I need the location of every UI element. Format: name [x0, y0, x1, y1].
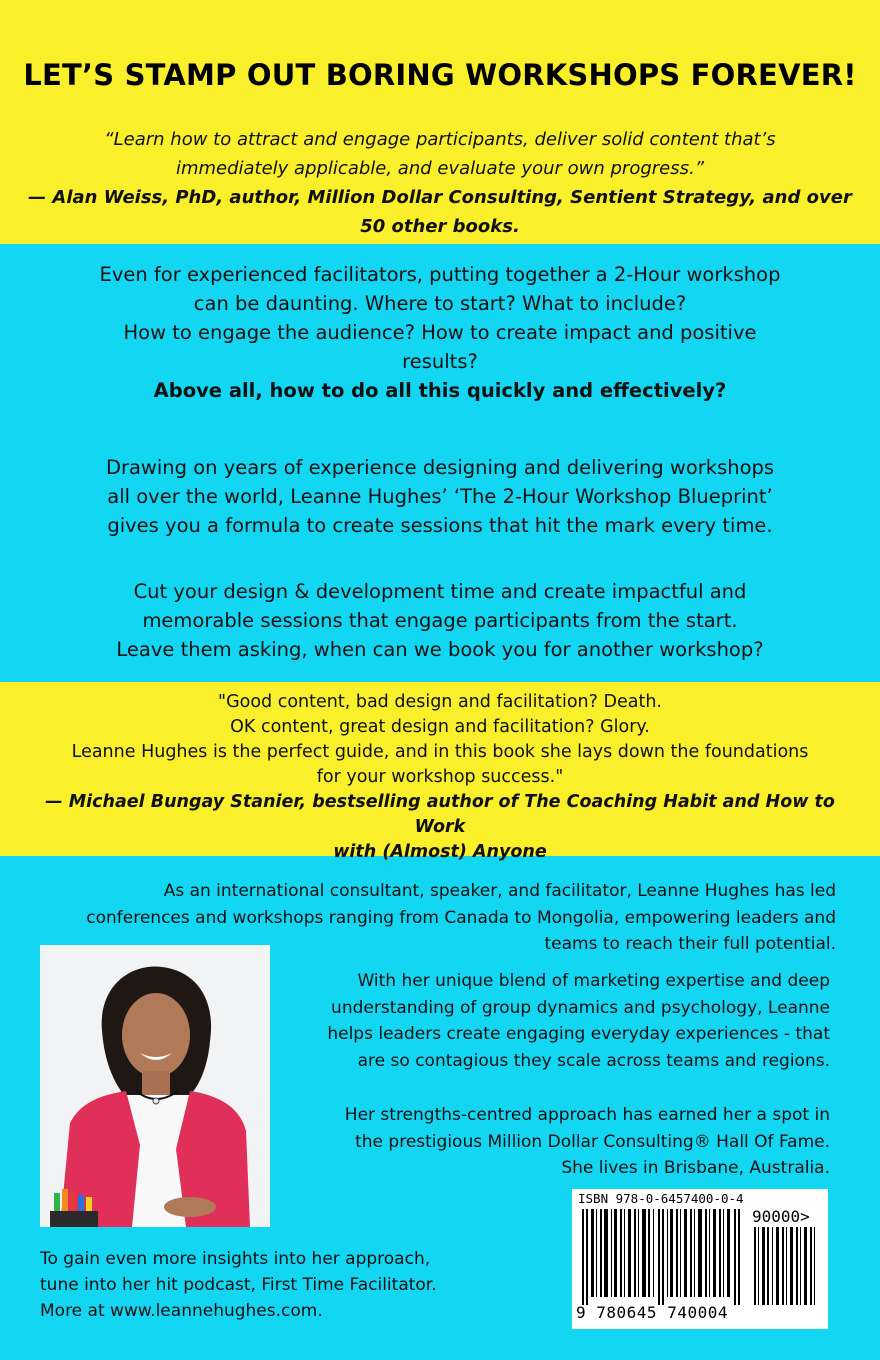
headline: LET’S STAMP OUT BORING WORKSHOPS FOREVER! [23, 58, 857, 92]
bio-line: As an international consultant, speaker, and facilitator, Leanne Hughes has led [163, 881, 836, 901]
bio-line: With her unique blend of marketing expertise and deep [357, 971, 830, 991]
blurb-line: Leave them asking, when can we book you for another workshop? [116, 638, 764, 661]
addon-barcode-bars [752, 1227, 822, 1305]
blurb-experience [30, 453, 850, 540]
podcast-footer [40, 1246, 440, 1324]
ean-barcode-bars [578, 1209, 748, 1305]
ean-digits: 9 780645 740004 [576, 1303, 728, 1322]
footer-line: tune into her hit podcast, First Time Facilitator. [40, 1275, 437, 1295]
quote-alan-weiss [20, 125, 860, 241]
bio-line: teams to reach their full potential. [544, 934, 836, 954]
bio-line: are so contagious they scale across teams and regions. [357, 1050, 830, 1071]
blurb-line: memorable sessions that engage participants from the start. [142, 609, 738, 632]
quote-line: "Good content, bad design and facilitation? Death. [218, 692, 662, 712]
blurb-line: can be daunting. Where to start? What to include? [193, 292, 687, 315]
blurb-line: all over the world, Leanne Hughes’ ‘The 2-Hour Workshop Blueprint’ [107, 485, 773, 508]
blurb-line: Even for experienced facilitators, putting together a 2-Hour workshop [99, 263, 781, 286]
author-bio-achievements [290, 1102, 830, 1182]
bio-line: Her strengths-centred approach has earned her a spot in [344, 1105, 830, 1125]
price-code: 90000> [752, 1207, 810, 1226]
blurb-intro [30, 260, 850, 405]
bio-line: understanding of group dynamics and psychology, Leanne [331, 997, 830, 1018]
quote-line: “Learn how to attract and engage participants, deliver solid content that’s [104, 129, 776, 150]
quote-line: for your workshop success." [316, 767, 564, 787]
quote-attribution: with (Almost) Anyone [333, 842, 547, 862]
author-photo [40, 945, 270, 1227]
blurb-line: Drawing on years of experience designing and delivering workshops [105, 456, 775, 479]
quote-line: OK content, great design and facilitation? Glory. [230, 717, 650, 737]
blurb-line: gives you a formula to create sessions that hit the mark every time. [107, 514, 773, 537]
blurb-line: Cut your design & development time and create impactful and [133, 580, 747, 603]
bio-line: helps leaders create engaging everyday experiences - that [327, 1024, 830, 1044]
blurb-benefits [30, 577, 850, 664]
blurb-line: results? [402, 350, 478, 373]
isbn-barcode [572, 1189, 828, 1329]
isbn-label: ISBN 978-0-6457400-0-4 [578, 1191, 744, 1206]
quote-attribution: — Alan Weiss, PhD, author, Million Dollar Consulting, Sentient Strategy, and over [28, 187, 852, 208]
bio-line: She lives in Brisbane, Australia. [561, 1158, 830, 1178]
bio-line: the prestigious Million Dollar Consulting® Hall Of Fame. [355, 1131, 830, 1152]
quote-michael-bungay-stanier [20, 690, 860, 865]
footer-line: To gain even more insights into her approach, [40, 1249, 431, 1269]
author-bio-expertise [290, 968, 830, 1074]
quote-line: immediately applicable, and evaluate your own progress.” [175, 158, 705, 179]
blurb-line: How to engage the audience? How to create impact and positive [123, 321, 757, 344]
quote-attribution: — Michael Bungay Stanier, bestselling author of The Coaching Habit and How to Work [45, 792, 835, 837]
quote-line: Leanne Hughes is the perfect guide, and in this book she lays down the foundations [71, 742, 809, 762]
blurb-bold-line: Above all, how to do all this quickly and effectively? [153, 379, 727, 402]
bio-line: conferences and workshops ranging from Canada to Mongolia, empowering leaders and [86, 907, 836, 928]
quote-attribution: 50 other books. [360, 216, 520, 237]
footer-line: More at www.leannehughes.com. [40, 1301, 323, 1321]
